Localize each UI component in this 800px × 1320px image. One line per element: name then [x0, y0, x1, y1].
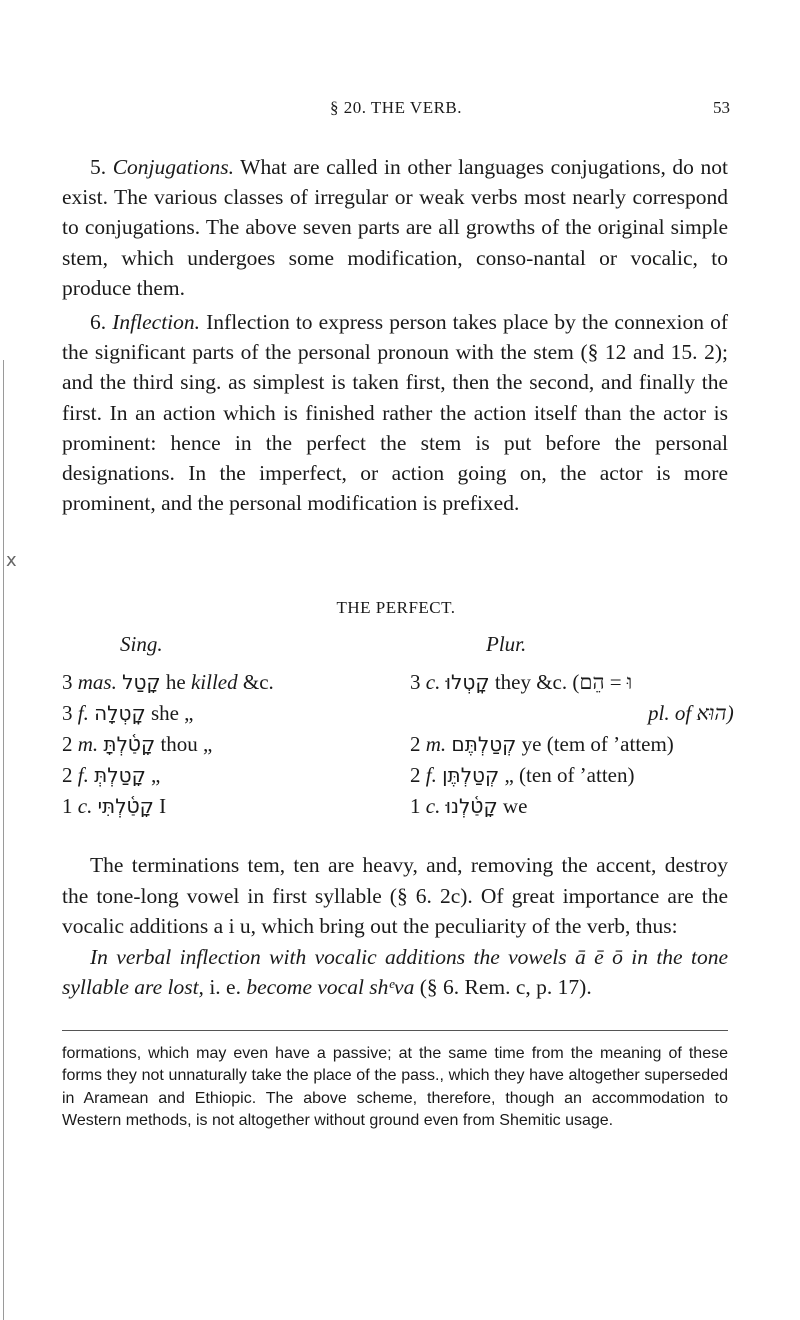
gloss: they &c. (וּ = הֵם: [494, 670, 633, 694]
gloss: thou „: [160, 732, 213, 756]
paragraph-rule: [62, 942, 728, 1003]
gloss: he killed &c.: [165, 670, 274, 694]
gloss: „ (ten of ʼatten): [504, 763, 635, 787]
plur-row: [410, 760, 634, 790]
gender: c.: [425, 794, 441, 818]
gloss: pl. of הוּא): [648, 701, 734, 725]
footnote-divider: [62, 1030, 728, 1031]
sing-column-head: Sing.: [120, 632, 163, 656]
rule-italic: In verbal inflection with vocalic additions the vowels ā ē ō in the tone syllable are lost,: [62, 944, 728, 1000]
paragraph-heading: Inflection.: [112, 310, 201, 335]
hebrew-form: קָטַ֫לְנוּ: [445, 794, 498, 818]
plur-column-head: Plur.: [486, 632, 527, 656]
rule-end: (§ 6. Rem. c, p. 17).: [414, 975, 592, 1000]
person: 2: [410, 732, 421, 756]
paragraph-text: What are called in other languages conjugations, do not exist. The various classes of irregular or weak verbs most nearly correspond to conjugations. The above seven parts are all growths of the original simple stem, which undergoes some modification, conso-nantal or vocalic, to produce them.: [62, 155, 728, 300]
paragraph-terminations: The terminations tem, ten are heavy, and, removing the accent, destroy the tone-long vowel in first syllable (§ 6. 2c). Of great importance are the vocalic additions a i u, which bring out the peculiarity of the verb, thus:: [62, 853, 728, 939]
page-edge-line: [3, 360, 4, 1320]
person: 2: [62, 732, 73, 756]
plur-row: [410, 791, 527, 821]
gloss: I: [159, 794, 167, 818]
hebrew-form: קְטַלְתֶּן: [442, 763, 500, 787]
plur-row: [410, 729, 674, 759]
table-heading: THE PERFECT.: [336, 598, 456, 617]
person: 3: [62, 701, 73, 725]
person: 1: [410, 794, 421, 818]
hebrew-form: קָטַלְתְּ: [94, 763, 146, 787]
hebrew-form: קָטַל: [122, 670, 161, 694]
gender: f.: [425, 763, 437, 787]
paragraph-text: Inflection to express person takes place by the connexion of the significant parts of the personal pronoun with the stem (§ 12 and 15. 2); and the third sing. as simplest is taken first, then the second, and finally the first. In an action which is finished rather the action itself than the actor is prominent: hence in the perfect the stem is put before the personal designations. In the imperfect, or action going on, the actor is more prominent, and the personal modification is prefixed.: [62, 310, 729, 516]
gloss: „: [151, 763, 161, 787]
gloss: we: [502, 794, 528, 818]
person: 2: [62, 763, 73, 787]
paragraph-conjugations: [62, 152, 728, 303]
gender: m.: [425, 732, 447, 756]
sing-row: [62, 667, 274, 697]
gloss: she „: [150, 701, 194, 725]
person: 3: [62, 670, 73, 694]
sing-row: [62, 791, 166, 821]
hebrew-form: קָטַ֫לְתָּ: [103, 732, 156, 756]
gender: c.: [77, 794, 93, 818]
plur-row: [410, 667, 632, 697]
sing-row: [62, 729, 212, 759]
body-text: [62, 152, 728, 518]
sing-row: [62, 760, 160, 790]
margin-mark: x: [6, 550, 17, 571]
footnote: formations, which may even have a passive; at the same time from the meaning of these forms they not unnaturally take the place of the pass., which they have altogether superseded in Aramean and Ethiopic. The above scheme, therefore, though an accommodation to Western methods, is not altogether without ground even from Shemitic usage.: [62, 1045, 728, 1130]
paragraph-number: 6.: [90, 310, 107, 335]
hebrew-form: קְטַלְתֶּם: [451, 732, 517, 756]
gender: f.: [77, 701, 89, 725]
header-title: § 20. THE VERB.: [329, 98, 463, 117]
paragraph-number: 5.: [90, 155, 107, 179]
gender: m.: [77, 732, 99, 756]
hebrew-form: קָֽטְלָה: [94, 701, 146, 725]
gender: c.: [425, 670, 441, 694]
rule-italic-2: become vocal shᵉva: [246, 975, 415, 1000]
plur-row: [648, 698, 734, 728]
paragraph-inflection: [62, 307, 728, 518]
rule-plain: i. e.: [203, 975, 247, 1000]
body-text-after-table: [62, 850, 728, 1003]
person: 1: [62, 794, 73, 818]
page-number: 53: [713, 98, 730, 117]
gender: f.: [77, 763, 89, 787]
person: 3: [410, 670, 421, 694]
gloss: ye (tem of ʼattem): [521, 732, 674, 756]
hebrew-form: קָטַ֫לְתִּי: [97, 794, 154, 818]
paragraph-heading: Conjugations.: [112, 155, 234, 179]
hebrew-form: קָֽטְלוּ: [445, 670, 490, 694]
gender: mas.: [77, 670, 117, 694]
running-header: [62, 98, 730, 128]
person: 2: [410, 763, 421, 787]
sing-row: [62, 698, 194, 728]
